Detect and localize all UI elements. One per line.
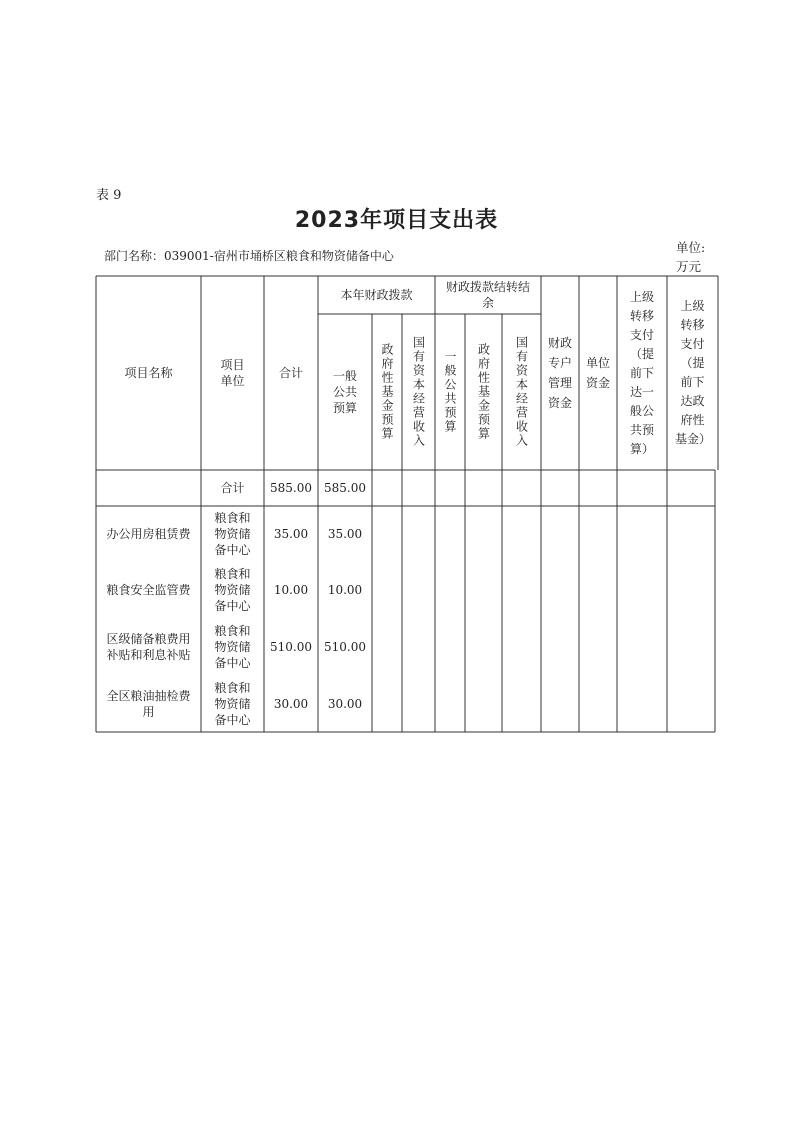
header-special-account-funds: 财政专户管理资金 <box>547 336 572 410</box>
row-project-name: 粮食安全监管费 <box>106 583 191 597</box>
header-unit-funds: 单位资金 <box>585 356 610 390</box>
row-project-unit: 粮食和物资储备中心 <box>214 681 251 727</box>
row-project-name: 办公用房租赁费 <box>106 527 191 541</box>
header-project-unit: 项目单位 <box>220 358 245 388</box>
header-carry-gov-fund: 政府性基金预算 <box>476 343 491 441</box>
unit-label-line1: 单位: <box>676 240 706 255</box>
page-title: 2023年项目支出表 <box>294 208 499 233</box>
header-transfer-general-budget: 上级转移支付（提前下达一般公共预算） <box>629 289 654 456</box>
row-project-name: 全区粮油抽检费用 <box>106 689 191 719</box>
header-total: 合计 <box>278 366 303 380</box>
row-total: 30.00 <box>273 697 309 711</box>
header-carry-state-capital: 国有资本经营收入 <box>514 336 529 448</box>
header-state-capital-income: 国有资本经营收入 <box>411 336 426 448</box>
row-project-unit: 粮食和物资储备中心 <box>214 511 251 557</box>
header-project-name: 项目名称 <box>124 366 173 380</box>
row-general-budget: 30.00 <box>327 697 363 711</box>
header-carryover-funds: 财政拨款结转结余 <box>445 280 530 310</box>
row-project-unit: 粮食和物资储备中心 <box>214 567 251 613</box>
header-carry-general: 一般公共预算 <box>443 350 457 434</box>
row-general-budget: 510.00 <box>324 640 366 654</box>
total-row-general-budget: 585.00 <box>324 481 366 495</box>
row-general-budget: 10.00 <box>327 583 363 597</box>
row-total: 510.00 <box>270 640 312 654</box>
row-general-budget: 35.00 <box>327 527 363 541</box>
header-current-year-funds: 本年财政拨款 <box>340 288 413 302</box>
header-general-budget: 一般公共预算 <box>332 369 357 415</box>
total-row-total: 585.00 <box>270 481 312 495</box>
department-name: 部门名称：039001-宿州市埇桥区粮食和物资储备中心 <box>104 249 394 263</box>
row-total: 10.00 <box>273 583 309 597</box>
unit-label-line2: 万元 <box>676 259 702 274</box>
header-gov-fund-budget: 政府性基金预算 <box>380 343 394 441</box>
table-label: 表 9 <box>96 188 122 203</box>
total-row-label: 合计 <box>220 481 245 495</box>
header-transfer-gov-fund: 上级转移支付（提前下达政府性基金） <box>675 299 712 446</box>
row-project-unit: 粮食和物资储备中心 <box>214 624 251 670</box>
row-project-name: 区级储备粮费用补贴和利息补贴 <box>106 632 191 662</box>
row-total: 35.00 <box>273 527 309 541</box>
